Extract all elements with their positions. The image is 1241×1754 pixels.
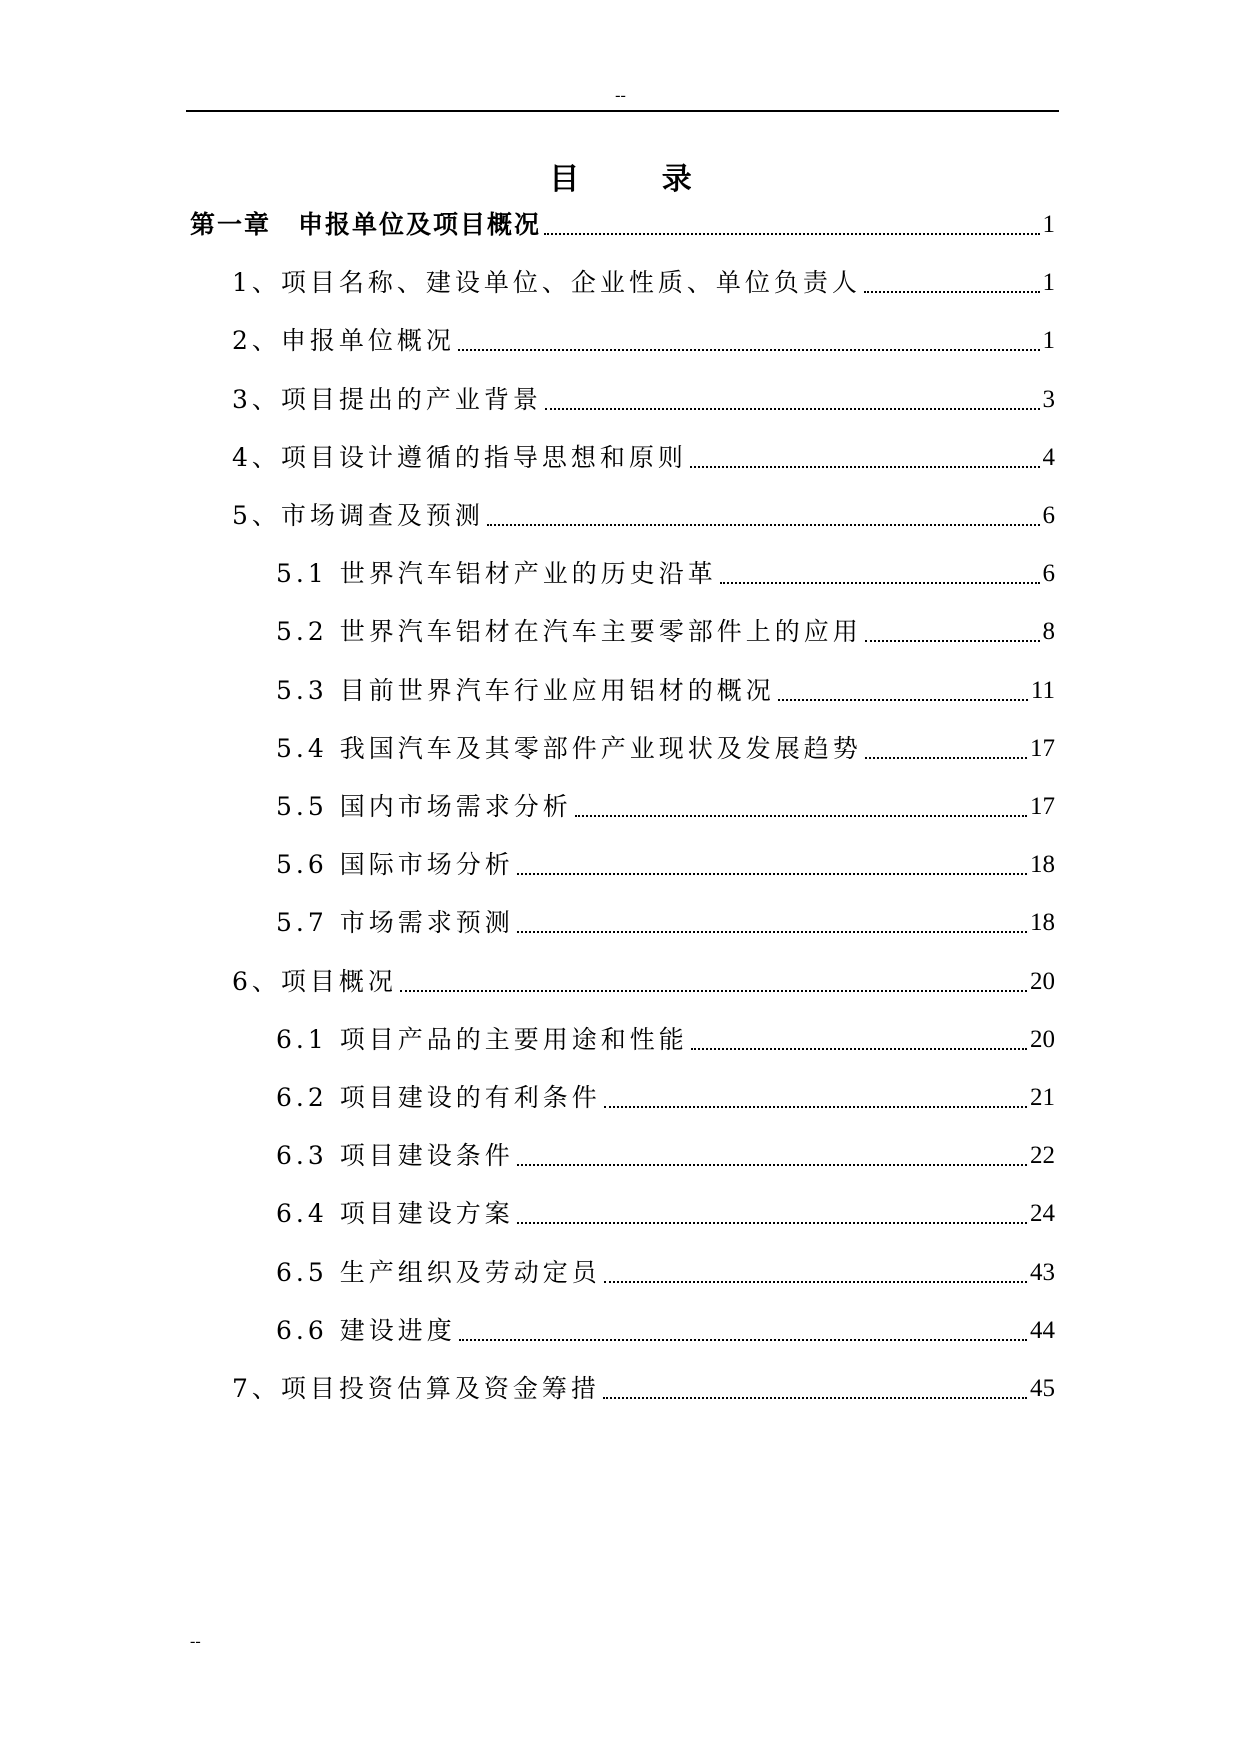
toc-entry-label: 5.4 我国汽车及其零部件产业现状及发展趋势: [276, 733, 862, 763]
toc-entry-label: 5.6 国际市场分析: [276, 850, 514, 880]
toc-entry-label: 5.2 世界汽车铝材在汽车主要零部件上的应用: [276, 617, 862, 647]
toc-entry-page-number: 1: [1042, 211, 1055, 238]
toc-entry[interactable]: [276, 900, 1055, 940]
toc-entry-label: 4、项目设计遵循的指导思想和原则: [232, 442, 687, 472]
toc-entry-label: 5.3 目前世界汽车行业应用铝材的概况: [276, 675, 775, 705]
toc-dot-leader: [691, 1048, 1027, 1050]
toc-entry[interactable]: [276, 1075, 1055, 1115]
toc-entry[interactable]: [276, 668, 1055, 708]
page-header-mark: --: [615, 87, 626, 104]
toc-dot-leader: [517, 1164, 1027, 1166]
toc-entry[interactable]: [276, 842, 1055, 882]
toc-entry-page-number: 17: [1030, 793, 1055, 820]
toc-dot-leader: [458, 349, 1040, 351]
toc-dot-leader: [604, 1106, 1027, 1108]
toc-entry-page-number: 22: [1030, 1142, 1055, 1170]
toc-entry[interactable]: [276, 1133, 1055, 1173]
toc-entry[interactable]: [276, 1250, 1055, 1290]
toc-entry-page-number: 11: [1030, 676, 1055, 704]
toc-entry[interactable]: [276, 1308, 1055, 1348]
toc-entry-label: 6.4 项目建设方案: [276, 1199, 514, 1229]
toc-entry[interactable]: [276, 726, 1055, 766]
toc-entry-page-number: 4: [1042, 443, 1055, 471]
toc-entry[interactable]: [276, 551, 1055, 591]
toc-entry-label: 5.5 国内市场需求分析: [276, 792, 572, 821]
toc-dot-leader: [575, 815, 1027, 817]
toc-dot-leader: [864, 291, 1040, 293]
toc-entry[interactable]: [276, 1017, 1055, 1057]
toc-entry[interactable]: [276, 609, 1055, 649]
toc-entry-label: 5.1 世界汽车铝材产业的历史沿革: [276, 559, 717, 589]
toc-entry-page-number: 18: [1030, 851, 1055, 879]
toc-entry-page-number: 20: [1030, 967, 1055, 995]
toc-entry[interactable]: [190, 202, 1055, 242]
toc-dot-leader: [720, 582, 1040, 584]
toc-entry-label: 6.5 生产组织及劳动定员: [276, 1257, 601, 1287]
toc-entry-label: 6、项目概况: [232, 966, 397, 996]
toc-dot-leader: [544, 233, 1039, 235]
toc-entry-page-number: 1: [1042, 269, 1055, 297]
toc-entry-label: 2、申报单位概况: [232, 326, 455, 356]
toc-dot-leader: [545, 408, 1040, 410]
toc-entry-page-number: 1: [1042, 327, 1055, 355]
toc-entry[interactable]: [232, 318, 1055, 358]
toc-entry-label: 6.2 项目建设的有利条件: [276, 1083, 601, 1112]
toc-dot-leader: [865, 757, 1027, 759]
toc-dot-leader: [865, 640, 1040, 642]
header-rule: [186, 110, 1059, 112]
toc-entry[interactable]: [232, 1366, 1055, 1406]
toc-entry[interactable]: [276, 784, 1055, 824]
toc-entry-page-number: 17: [1030, 734, 1055, 762]
toc-entry-label: 6.6 建设进度: [276, 1315, 456, 1345]
toc-entry-page-number: 6: [1042, 502, 1055, 529]
toc-entry[interactable]: [232, 959, 1055, 999]
toc-entry[interactable]: [232, 377, 1055, 417]
toc-dot-leader: [400, 990, 1027, 992]
toc-dot-leader: [517, 931, 1027, 933]
toc-entry-page-number: 44: [1030, 1316, 1055, 1344]
toc-entry-label: 7、项目投资估算及资金筹措: [232, 1374, 600, 1403]
toc-entry-label: 5.7 市场需求预测: [276, 908, 514, 938]
toc-entry[interactable]: [232, 493, 1055, 533]
toc-entry-label: 第一章 申报单位及项目概况: [190, 210, 542, 239]
toc-entry-page-number: 8: [1042, 618, 1055, 646]
toc-entry-label: 1、项目名称、建设单位、企业性质、单位负责人: [232, 268, 861, 298]
toc-entry-page-number: 21: [1030, 1084, 1055, 1111]
toc-entry-page-number: 45: [1030, 1375, 1055, 1402]
toc-entry-page-number: 18: [1030, 909, 1055, 937]
toc-entry-page-number: 3: [1042, 385, 1055, 413]
toc-entry-label: 5、市场调查及预测: [232, 501, 484, 530]
toc-dot-leader: [459, 1339, 1027, 1341]
toc-entry-page-number: 20: [1030, 1025, 1055, 1053]
toc-entry-label: 6.1 项目产品的主要用途和性能: [276, 1024, 688, 1054]
toc-entry[interactable]: [232, 435, 1055, 475]
toc-entry-page-number: 6: [1042, 560, 1055, 588]
toc-entry-label: 6.3 项目建设条件: [276, 1141, 514, 1171]
toc-entry[interactable]: [232, 260, 1055, 300]
toc-dot-leader: [778, 699, 1028, 701]
toc-dot-leader: [487, 524, 1040, 526]
toc-dot-leader: [517, 1222, 1027, 1224]
toc-dot-leader: [690, 466, 1040, 468]
toc-entry[interactable]: [276, 1191, 1055, 1231]
toc-title: 目 录: [549, 162, 728, 197]
page-footer-mark: --: [190, 1633, 201, 1650]
toc-entry-label: 3、项目提出的产业背景: [232, 384, 542, 414]
toc-entry-page-number: 24: [1030, 1200, 1055, 1228]
toc-dot-leader: [517, 873, 1027, 875]
toc-entry-page-number: 43: [1030, 1258, 1055, 1286]
toc-dot-leader: [604, 1281, 1027, 1283]
toc-dot-leader: [603, 1397, 1027, 1399]
